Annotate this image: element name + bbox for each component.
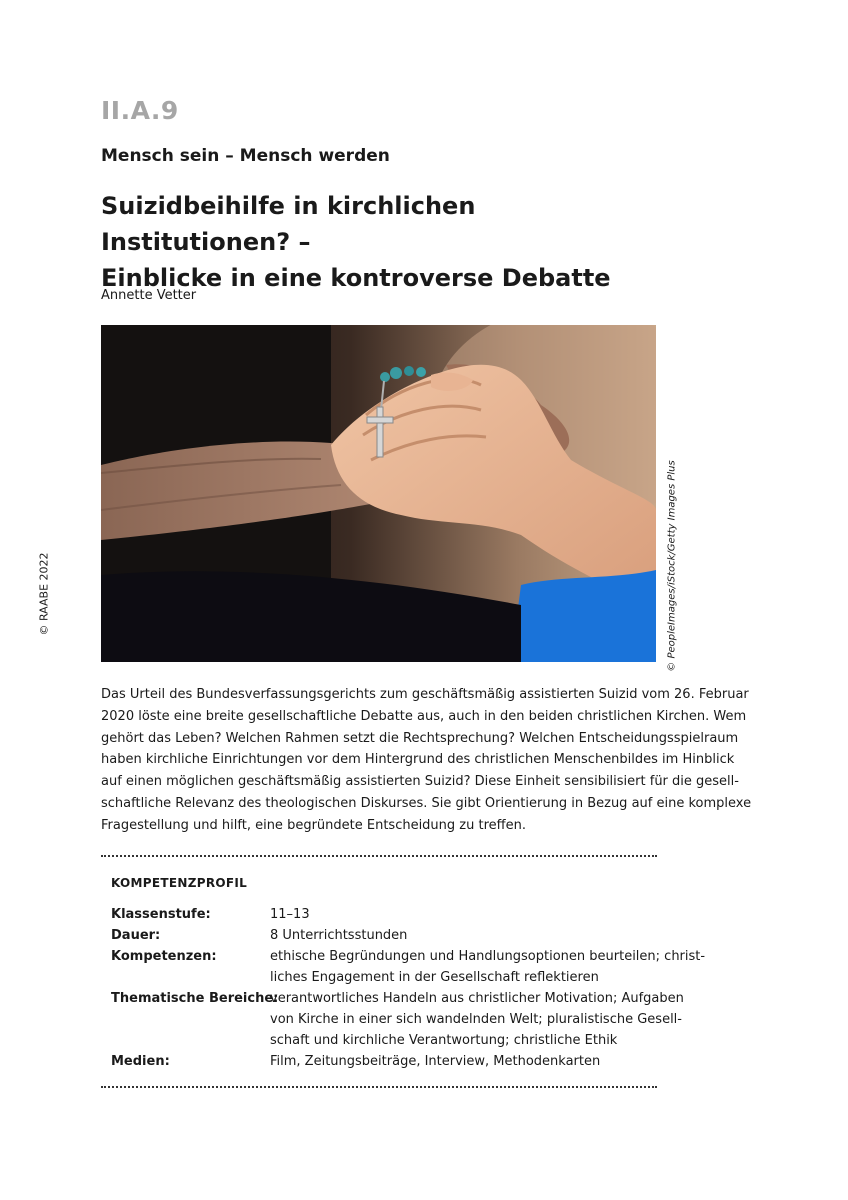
cover-photo — [101, 325, 656, 662]
page-title — [101, 188, 661, 296]
intro-line: schaftliche Relevanz des theologischen Diskurses. Sie gibt Orientierung in Bezug auf eine komplexe — [101, 795, 752, 811]
profile-label: Klassenstufe: — [111, 907, 211, 922]
profile-value — [270, 925, 646, 946]
photo-hands-rosary-icon — [101, 325, 656, 662]
intro-line: 2020 löste eine breite gesellschaftliche Debatte aus, auch in den beiden christlichen Kirchen. Wem — [101, 708, 747, 724]
profile-value-line: Film, Zeitungsbeiträge, Interview, Methodenkarten — [270, 1054, 601, 1069]
intro-line: gehört das Leben? Welchen Rahmen setzt die Rechtsprechung? Welchen Entscheidungsspielraum — [101, 730, 739, 746]
profile-label: Kompetenzen: — [111, 949, 217, 964]
side-copyright: © RAABE 2022 — [37, 552, 51, 636]
intro-paragraph — [101, 684, 752, 837]
profile-value-line: 8 Unterrichtsstunden — [270, 928, 408, 943]
author-name: Annette Vetter — [101, 288, 197, 303]
photo-credit: © PeopleImages/iStock/Getty Images Plus — [666, 460, 678, 672]
profile-label: Dauer: — [111, 928, 161, 943]
series-title: Mensch sein – Mensch werden — [101, 146, 390, 166]
intro-line: Das Urteil des Bundesverfassungsgerichts zum geschäftsmäßig assistierten Suizid vom 26. Februar — [101, 687, 749, 702]
page-title-line: Suizidbeihilfe in kirchlichen Institutionen? – — [101, 192, 476, 256]
section-code: II.A.9 — [101, 96, 179, 125]
intro-line: auf einen möglichen geschäftsmäßig assistierten Suizid? Diese Einheit sensibilisiert für die gesell- — [101, 774, 739, 790]
profile-label: Thematische Bereiche: — [111, 991, 279, 1006]
divider-bottom — [101, 1086, 657, 1088]
profile-value-line: verantwortliches Handeln aus christlicher Motivation; Aufgaben — [270, 991, 684, 1006]
divider-top — [101, 855, 657, 857]
profile-value-line: schaft und kirchliche Verantwortung; christliche Ethik — [270, 1033, 618, 1048]
profile-value — [270, 946, 706, 988]
profile-value — [270, 1051, 646, 1072]
intro-line: haben kirchliche Einrichtungen vor dem Hintergrund des christlichen Menschenbildes im Hinblick — [101, 752, 735, 768]
profile-value — [270, 904, 646, 925]
profile-heading: KOMPETENZPROFIL — [111, 876, 248, 890]
profile-value-line: ethische Begründungen und Handlungsoptionen beurteilen; christ- — [270, 949, 706, 964]
page-title-line: Einblicke in eine kontroverse Debatte — [101, 264, 611, 292]
intro-line: Fragestellung und hilft, eine begründete Entscheidung zu treffen. — [101, 817, 526, 833]
profile-value-line: liches Engagement in der Gesellschaft reflektieren — [270, 970, 599, 985]
profile-value-line: 11–13 — [270, 907, 310, 922]
profile-label: Medien: — [111, 1054, 170, 1069]
profile-value — [270, 988, 684, 1051]
profile-value-line: von Kirche in einer sich wandelnden Welt; pluralistische Gesell- — [270, 1012, 682, 1027]
